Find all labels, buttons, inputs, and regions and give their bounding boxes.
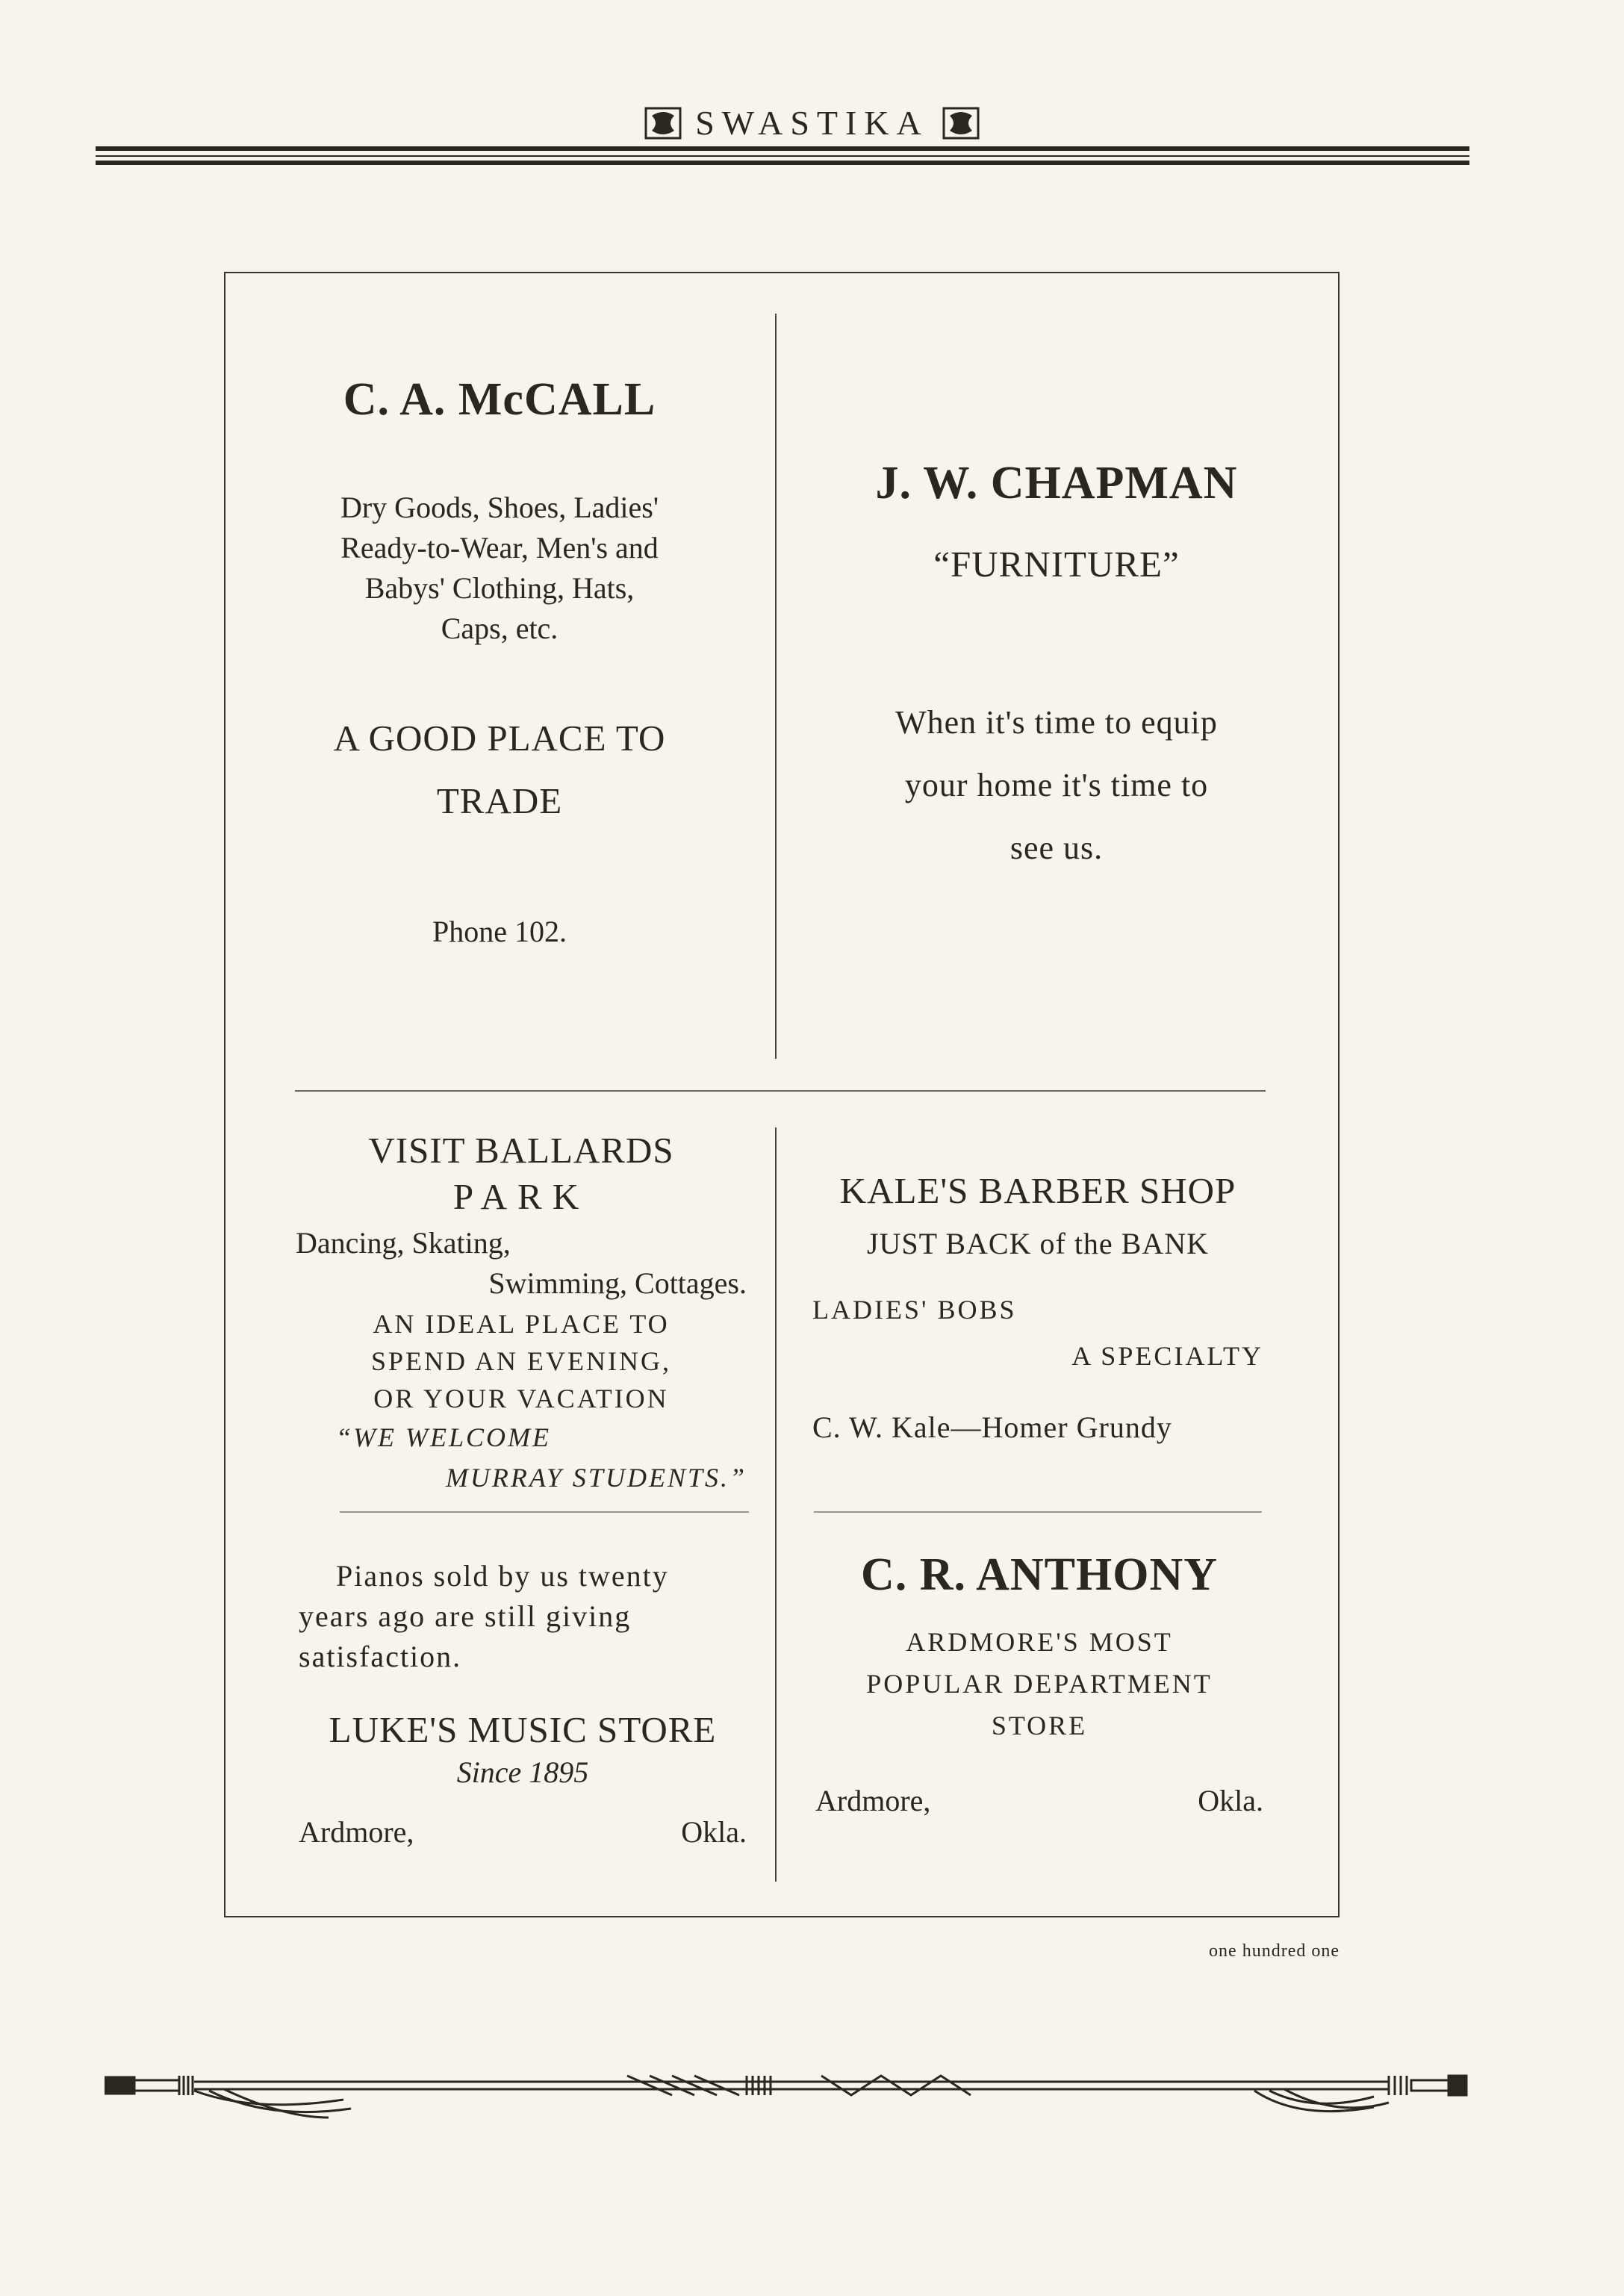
ad-mccall <box>224 373 775 952</box>
ad-lukes-music <box>299 1556 747 1852</box>
specialty-line: A SPECIALTY <box>1071 1341 1263 1371</box>
header-rule <box>96 161 1469 165</box>
store-description <box>777 691 1337 880</box>
store-name: LUKE'S MUSIC STORE <box>329 1709 717 1750</box>
address-city: Ardmore, <box>815 1784 931 1817</box>
ad-kales-barber <box>812 1169 1263 1448</box>
description-line: Babys' Clothing, Hats, <box>364 571 635 605</box>
description-line: Ready-to-Wear, Men's and <box>340 531 659 564</box>
tagline-line: A GOOD PLACE TO <box>333 718 666 759</box>
activities-line: Swimming, Cottages. <box>488 1266 747 1300</box>
description-line: satisfaction. <box>299 1640 462 1673</box>
ornament-icon <box>942 107 980 140</box>
store-tagline <box>224 707 775 833</box>
title-line: VISIT BALLARDS <box>368 1130 674 1171</box>
ornament-icon <box>644 107 682 140</box>
description-line: STORE <box>991 1711 1088 1740</box>
ad-title <box>296 1127 747 1220</box>
description-line: When it's time to equip <box>895 704 1218 741</box>
description-line: see us. <box>1009 830 1104 866</box>
store-name: C. R. ANTHONY <box>860 1549 1219 1600</box>
address-state: Okla. <box>1198 1784 1263 1817</box>
specialty-line: LADIES' BOBS <box>812 1295 1017 1325</box>
description-line: Caps, etc. <box>441 612 559 645</box>
description-line: Pianos sold by us twenty <box>336 1559 669 1593</box>
store-name: J. W. CHAPMAN <box>875 458 1238 508</box>
description-line: years ago are still giving <box>299 1599 632 1633</box>
description-line: your home it's time to <box>904 767 1209 803</box>
store-address <box>299 1812 747 1852</box>
description-line: POPULAR DEPARTMENT <box>866 1669 1213 1699</box>
store-description <box>224 488 775 649</box>
journal-title: SWASTIKA <box>695 104 929 142</box>
store-phone: Phone 102. <box>432 915 567 948</box>
store-address <box>815 1781 1263 1821</box>
welcome-line: “WE WELCOME <box>336 1422 551 1452</box>
section-divider <box>295 1090 1266 1092</box>
ad-ballards-park <box>296 1127 747 1498</box>
decorative-arrow-icon <box>105 2046 1478 2135</box>
store-name: KALE'S BARBER SHOP <box>839 1170 1236 1211</box>
section-divider <box>340 1511 749 1513</box>
store-since: Since 1895 <box>456 1755 589 1789</box>
caps-line: SPEND AN EVENING, <box>371 1346 671 1376</box>
ad-chapman <box>777 457 1337 880</box>
ad-anthony <box>815 1549 1263 1821</box>
address-city: Ardmore, <box>299 1815 414 1849</box>
description-line: ARDMORE'S MOST <box>906 1627 1173 1657</box>
page-number: one hundred one <box>1209 1941 1340 1961</box>
title-line: PARK <box>452 1176 590 1217</box>
store-name: C. A. McCALL <box>343 374 656 425</box>
ad-caps-text <box>296 1305 747 1417</box>
column-divider <box>775 1127 777 1882</box>
store-description <box>815 1621 1263 1746</box>
address-state: Okla. <box>681 1815 747 1849</box>
caps-line: AN IDEAL PLACE TO <box>373 1309 670 1339</box>
header-rule <box>96 146 1469 151</box>
owner-names: C. W. Kale—Homer Grundy <box>812 1410 1172 1444</box>
header-rule <box>96 155 1469 157</box>
welcome-line: MURRAY STUDENTS.” <box>445 1463 747 1493</box>
store-location: JUST BACK of the BANK <box>866 1227 1210 1260</box>
description-line: Dry Goods, Shoes, Ladies' <box>340 491 659 524</box>
caps-line: OR YOUR VACATION <box>373 1384 669 1413</box>
tagline-line: TRADE <box>436 780 563 821</box>
activities-line: Dancing, Skating, <box>296 1226 511 1260</box>
page-header <box>0 103 1624 143</box>
section-divider <box>814 1511 1262 1513</box>
store-description <box>299 1556 747 1677</box>
ad-welcome <box>296 1417 747 1498</box>
store-subtitle: “FURNITURE” <box>933 544 1180 585</box>
